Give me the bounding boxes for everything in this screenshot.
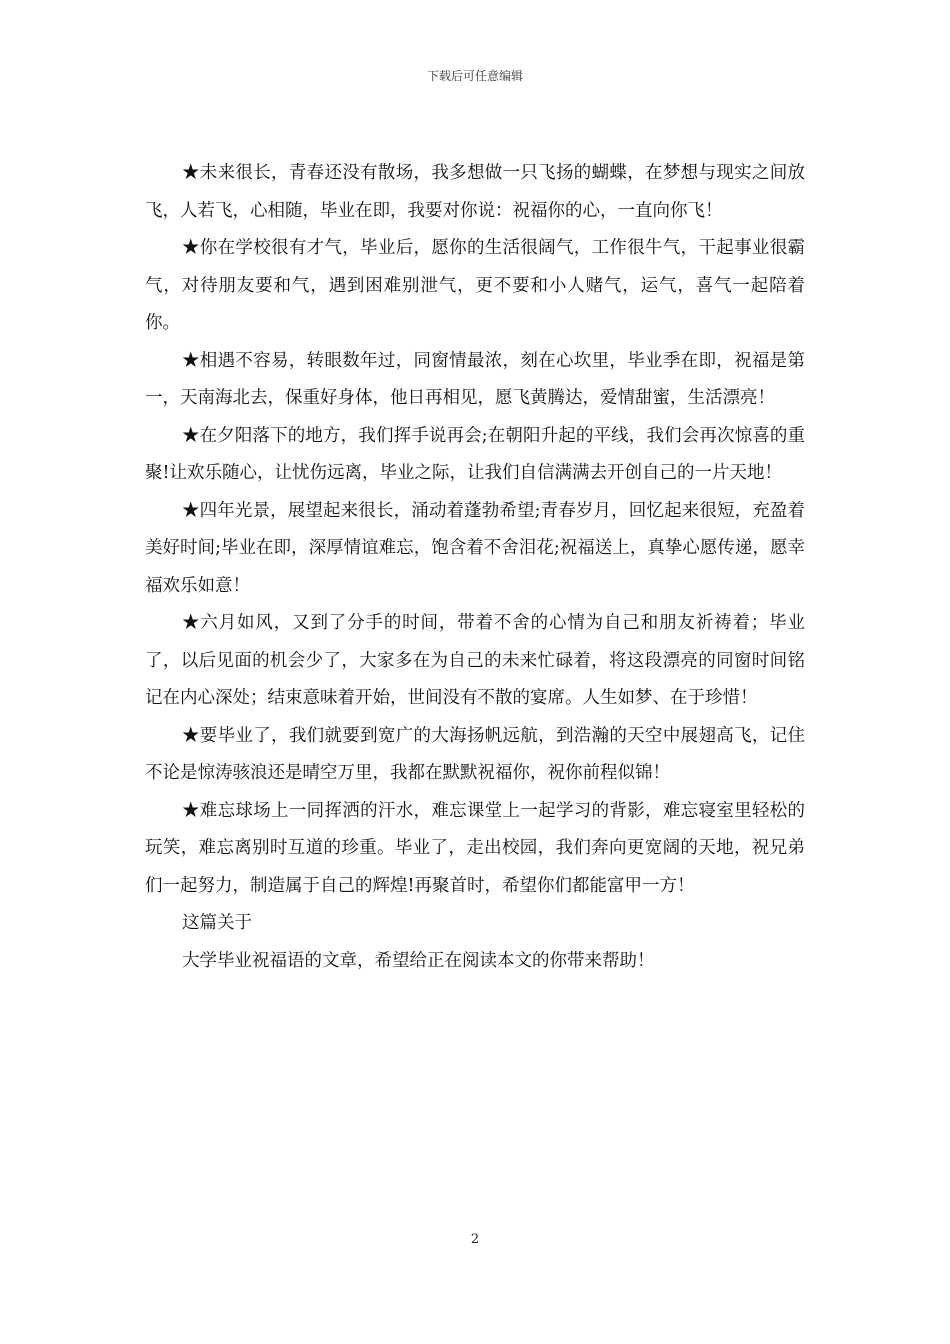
closing-line-2: 大学毕业祝福语的文章，希望给正在阅读本文的你带来帮助！: [182, 950, 655, 971]
paragraph-8: ★难忘球场上一同挥洒的汗水，难忘课堂上一起学习的背影，难忘寝室里轻松的玩笑，难忘离别时互道的珍重。毕业了，走出校园，我们奔向更宽阔的天地，祝兄弟们一起努力，制造属于自己的辉煌!再聚首时，希望你们都能富甲一方！: [145, 800, 805, 896]
paragraph-2: ★你在学校很有才气，毕业后，愿你的生活很阔气，工作很牛气，干起事业很霸气，对待朋友要和气，遇到困难别泄气，更不要和小人赌气，运气，喜气一起陪着你。: [145, 238, 805, 333]
paragraph-4: ★在夕阳落下的地方，我们挥手说再会;在朝阳升起的平线，我们会再次惊喜的重聚!让欢乐随心，让忧伤远离，毕业之际，让我们自信满满去开创自己的一片天地！: [145, 425, 805, 483]
paragraph-5: ★四年光景，展望起来很长，涌动着蓬勃希望;青春岁月，回忆起来很短，充盈着美好时间;毕业在即，深厚情谊难忘，饱含着不舍泪花;祝福送上，真挚心愿传递，愿幸福欢乐如意！: [145, 500, 805, 596]
paragraph-7: ★要毕业了，我们就要到宽广的大海扬帆远航，到浩瀚的天空中展翅高飞，记住不论是惊涛骇浪还是晴空万里，我都在默默祝福你，祝你前程似锦！: [145, 725, 805, 783]
paragraph-1: ★未来很长，青春还没有散场，我多想做一只飞扬的蝴蝶，在梦想与现实之间放飞，人若飞，心相随，毕业在即，我要对你说：祝福你的心，一直向你飞！: [145, 163, 805, 221]
page-number: 2: [470, 1232, 480, 1247]
document-body: [145, 155, 805, 980]
paragraph-3: ★相遇不容易，转眼数年过，同窗情最浓，刻在心坎里，毕业季在即，祝福是第一，天南海北去，保重好身体，他日再相见，愿飞黄腾达，爱情甜蜜，生活漂亮！: [145, 350, 805, 408]
page-header: 下载后可任意编辑: [426, 69, 523, 83]
paragraph-6: ★六月如风，又到了分手的时间，带着不舍的心情为自己和朋友祈祷着；毕业了，以后见面的机会少了，大家多在为自己的未来忙碌着，将这段漂亮的同窗时间铭记在内心深处；结束意味着开始，世间没有不散的宴席。人生如梦、在于珍惜！: [145, 613, 805, 708]
closing-line-1: 这篇关于: [182, 913, 252, 933]
